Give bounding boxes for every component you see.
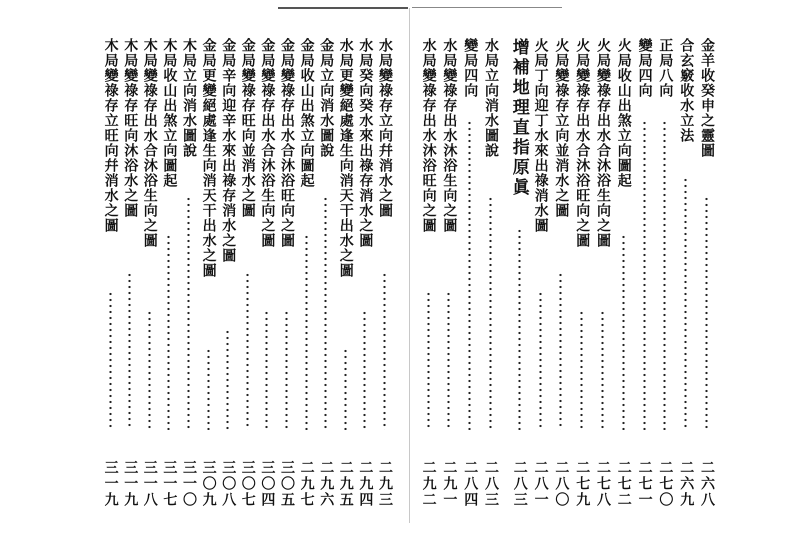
leader-dots bbox=[246, 272, 249, 430]
toc-entry bbox=[573, 38, 591, 508]
toc-page-number: 三〇四 bbox=[259, 460, 276, 508]
toc-entry bbox=[677, 38, 695, 508]
toc-page-number: 二六九 bbox=[678, 460, 695, 508]
toc-page-number: 三一〇 bbox=[181, 460, 197, 508]
leader-dots bbox=[109, 291, 112, 430]
leader-dots bbox=[207, 348, 210, 430]
toc-page-number: 三〇八 bbox=[220, 460, 237, 508]
leader-dots bbox=[663, 120, 666, 430]
toc-entry-title: 變局四向 bbox=[462, 38, 479, 98]
toc-page-number: 三〇五 bbox=[279, 460, 295, 508]
toc-entry-title: 正局八向 bbox=[657, 38, 674, 98]
toc-entry bbox=[594, 38, 612, 508]
toc-entry-title: 火局變祿存出水合沐浴生向之圖 bbox=[595, 38, 611, 248]
toc-page-number: 二八一 bbox=[532, 460, 549, 508]
toc-entry-title: 水局立向消水圖說 bbox=[483, 38, 499, 158]
leader-dots bbox=[447, 291, 450, 430]
toc-entry bbox=[615, 38, 633, 508]
toc-entry-title: 金局辛向迎辛水來出祿存消水之圖 bbox=[220, 38, 237, 263]
toc-page-number: 三一九 bbox=[122, 460, 139, 508]
toc-entry-title: 水局更變絕處逢生向消天干出水之圖 bbox=[337, 38, 354, 278]
toc-page-number: 二六八 bbox=[699, 460, 715, 508]
toc-entry bbox=[160, 38, 178, 508]
toc-page-number: 二九七 bbox=[298, 460, 315, 508]
toc-entry bbox=[278, 38, 296, 508]
leader-dots bbox=[187, 196, 190, 430]
toc-entry-title: 水局變祿存出水沐浴生向之圖 bbox=[441, 38, 458, 233]
toc-page-number: 二七二 bbox=[615, 460, 632, 508]
leader-dots bbox=[580, 310, 583, 430]
toc-entry bbox=[420, 38, 438, 508]
toc-entry-title: 木局立向消水圖說 bbox=[181, 38, 197, 158]
toc-entry-title: 木局變祿存旺向沐浴水之圖 bbox=[122, 38, 139, 218]
leader-dots bbox=[383, 272, 386, 430]
toc-page-number: 二八三 bbox=[483, 460, 499, 508]
leader-dots bbox=[601, 310, 604, 430]
leader-dots bbox=[226, 329, 229, 430]
leader-dots bbox=[468, 120, 471, 430]
toc-entry-title: 合玄竅收水立法 bbox=[678, 38, 695, 143]
toc-entry bbox=[317, 38, 335, 508]
right-page bbox=[408, 0, 793, 539]
toc-entry bbox=[356, 38, 374, 508]
toc-entry bbox=[532, 38, 550, 508]
toc-entry bbox=[180, 38, 198, 508]
toc-entry bbox=[200, 38, 218, 508]
toc-page-number: 三一七 bbox=[161, 460, 178, 508]
toc-page-number: 二七〇 bbox=[657, 460, 674, 508]
toc-entry bbox=[121, 38, 139, 508]
leader-dots bbox=[324, 196, 327, 430]
leader-dots bbox=[489, 196, 492, 430]
toc-entry bbox=[141, 38, 159, 508]
toc-entry-title: 火局變祿存出水合沐浴旺向之圖 bbox=[574, 38, 591, 248]
leader-dots bbox=[285, 310, 288, 430]
toc-page-number: 三〇九 bbox=[200, 460, 217, 508]
leader-dots bbox=[622, 234, 625, 430]
toc-entry-title: 變局四向 bbox=[636, 38, 653, 98]
toc-page-number: 二九四 bbox=[357, 460, 374, 508]
toc-entry bbox=[440, 38, 458, 508]
toc-page-number: 二九二 bbox=[420, 460, 437, 508]
toc-entry-title: 金局變祿存出水合沐浴生向之圖 bbox=[259, 38, 276, 248]
toc-entry bbox=[461, 38, 479, 508]
toc-entry-title: 金局更變絕處逢生向消天干出水之圖 bbox=[200, 38, 217, 278]
toc-entry-title: 火局丁向迎丁水來出祿消水圖 bbox=[532, 38, 549, 233]
toc-entry-title: 金局立向消水圖說 bbox=[318, 38, 335, 158]
toc-entry bbox=[298, 38, 316, 508]
toc-entry-title: 火局收山出煞立向圖起 bbox=[615, 38, 632, 188]
toc-entry bbox=[698, 38, 716, 508]
leader-dots bbox=[643, 120, 646, 430]
toc-entry bbox=[239, 38, 257, 508]
toc-entry bbox=[508, 38, 529, 508]
leader-dots bbox=[305, 234, 308, 430]
leader-dots bbox=[265, 310, 268, 430]
toc-entry-title: 水局癸向癸水來出祿存消水之圖 bbox=[357, 38, 374, 248]
toc-entry-title: 木局變祿存出水合沐浴生向之圖 bbox=[141, 38, 158, 248]
toc-page-number: 二九三 bbox=[377, 460, 393, 508]
toc-entry bbox=[219, 38, 237, 508]
toc-page-number: 二七一 bbox=[636, 460, 653, 508]
toc-page-number: 二八三 bbox=[511, 460, 528, 508]
leader-dots bbox=[344, 348, 347, 430]
toc-entry-title: 金局變祿存出水合沐浴旺向之圖 bbox=[279, 38, 295, 248]
toc-page-number: 二八四 bbox=[462, 460, 479, 508]
toc-entry-title: 木局收山出煞立向圖起 bbox=[161, 38, 178, 188]
leader-dots bbox=[128, 272, 131, 430]
toc-entry bbox=[376, 38, 394, 508]
toc-entry-title: 水局變祿存出水沐浴旺向之圖 bbox=[420, 38, 437, 233]
toc-entry bbox=[337, 38, 355, 508]
leader-dots bbox=[363, 310, 366, 430]
toc-entry bbox=[552, 38, 570, 508]
toc-page-number: 二八〇 bbox=[553, 460, 570, 508]
toc-page-number: 三〇七 bbox=[239, 460, 256, 508]
toc-entry-title: 木局變祿存立旺向幷消水之圖 bbox=[102, 38, 119, 233]
toc-page-number: 三一九 bbox=[102, 460, 119, 508]
leader-dots bbox=[148, 310, 151, 430]
toc-entry-title: 金局變祿存旺向並消水之圖 bbox=[239, 38, 256, 218]
leader-dots bbox=[705, 196, 708, 430]
toc-entry bbox=[482, 38, 500, 508]
toc-entry bbox=[656, 38, 674, 508]
leader-dots bbox=[518, 228, 521, 430]
toc-entry bbox=[102, 38, 120, 508]
toc-entry-title: 水局變祿存立向幷消水之圖 bbox=[377, 38, 393, 218]
leader-dots bbox=[427, 291, 430, 430]
leader-dots bbox=[559, 272, 562, 430]
leader-dots bbox=[167, 234, 170, 430]
leader-dots bbox=[539, 291, 542, 430]
toc-entry bbox=[258, 38, 276, 508]
leader-dots bbox=[684, 177, 687, 430]
toc-entry-title: 增補地理直指原眞 bbox=[508, 38, 529, 198]
toc-entry-title: 金局收山出煞立向圖起 bbox=[298, 38, 315, 188]
toc-page-number: 二九五 bbox=[337, 460, 354, 508]
toc-entry-title: 金羊收癸申之靈圖 bbox=[699, 38, 715, 158]
toc-page-number: 二七九 bbox=[574, 460, 591, 508]
toc-page-number: 三一八 bbox=[141, 460, 158, 508]
toc-page-number: 二九一 bbox=[441, 460, 458, 508]
toc-entry-title: 火局變祿存立向並消水之圖 bbox=[553, 38, 570, 218]
toc-page-number: 二七八 bbox=[595, 460, 611, 508]
toc-entry bbox=[636, 38, 654, 508]
toc-page-number: 二九六 bbox=[318, 460, 335, 508]
